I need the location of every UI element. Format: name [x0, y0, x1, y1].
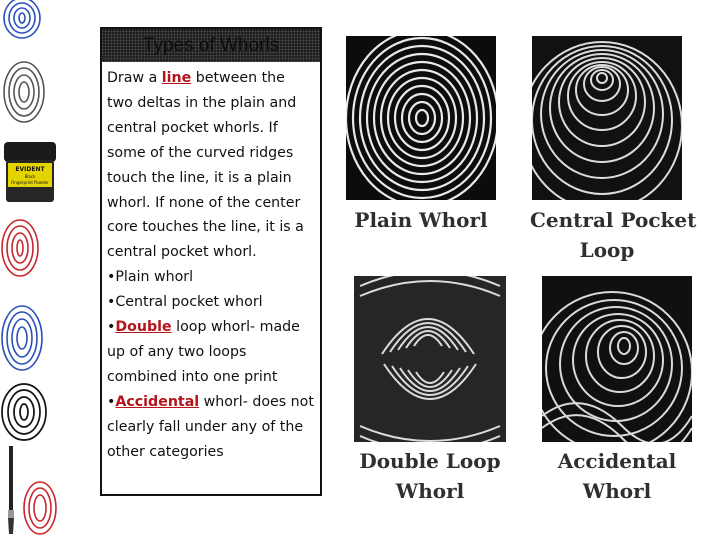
caption-line: Double Loop	[359, 449, 501, 473]
accidental-link[interactable]: Accidental	[115, 393, 200, 410]
list-item-label: whorl- does not clearly fall under any of the other categories	[107, 393, 314, 460]
plain-whorl-image	[346, 36, 496, 200]
double-loop-fingerprint-icon	[354, 276, 506, 442]
jar-brand: EVIDENT	[15, 166, 45, 173]
list-item-central-pocket	[107, 290, 314, 315]
fingerprint-decor	[0, 0, 58, 540]
red-fingerprint-icon-2	[24, 482, 56, 534]
bullet-icon: •	[107, 294, 116, 311]
gray-fingerprint-icon	[4, 62, 44, 122]
blue-fingerprint-icon	[4, 0, 40, 38]
brush-icon	[8, 446, 14, 534]
caption-line: Plain Whorl	[354, 208, 488, 232]
list-item-accidental	[107, 390, 314, 465]
accidental-caption	[542, 446, 692, 506]
caption-line: Central Pocket	[530, 208, 697, 232]
page-title: Types of Whorls	[142, 35, 280, 56]
blue-fingerprint-icon-2	[2, 306, 42, 370]
jar-label-line2: Fingerprint Powder	[11, 180, 49, 185]
plain-whorl-fingerprint-icon	[346, 36, 496, 200]
instruction-text-rest: between the two deltas in the plain and central pocket whorls. If some of the curved ridges touch the line, it is a plain whorl. If none of the center core touches the line, it is a central pocket whorl.	[107, 70, 304, 261]
list-item-label: loop whorl- made up of any two loops combined into one print	[107, 319, 300, 385]
caption-line: Whorl	[582, 479, 652, 503]
caption-line: Whorl	[395, 479, 465, 503]
central-pocket-caption	[530, 205, 697, 265]
double-loop-caption	[354, 446, 506, 506]
list-item-plain-whorl	[107, 265, 314, 290]
list-item-label: Central pocket whorl	[115, 294, 263, 311]
text-panel	[100, 27, 322, 496]
decorative-left-strip	[0, 0, 58, 540]
accidental-fingerprint-icon	[542, 276, 692, 442]
central-pocket-fingerprint-icon	[532, 36, 682, 200]
black-fingerprint-icon	[2, 384, 46, 440]
jar-label-line1: Black	[24, 174, 36, 179]
plain-whorl-caption	[346, 205, 496, 235]
bullet-icon: •	[107, 269, 116, 286]
red-fingerprint-icon	[2, 220, 38, 276]
powder-jar-icon	[4, 142, 56, 202]
title-bar	[102, 29, 320, 62]
accidental-image	[542, 276, 692, 442]
panel-body	[102, 62, 320, 465]
bullet-icon: •	[107, 393, 116, 410]
double-loop-image	[354, 276, 506, 442]
central-pocket-image	[532, 36, 682, 200]
bullet-icon: •	[107, 319, 116, 336]
caption-line: Loop	[579, 238, 635, 262]
list-item-label: Plain whorl	[115, 269, 194, 286]
line-link[interactable]: line	[161, 70, 192, 86]
caption-line: Accidental	[557, 449, 677, 473]
list-item-double-loop	[107, 315, 314, 390]
double-link[interactable]: Double	[115, 319, 172, 336]
instruction-text-start: Draw a	[107, 70, 162, 86]
